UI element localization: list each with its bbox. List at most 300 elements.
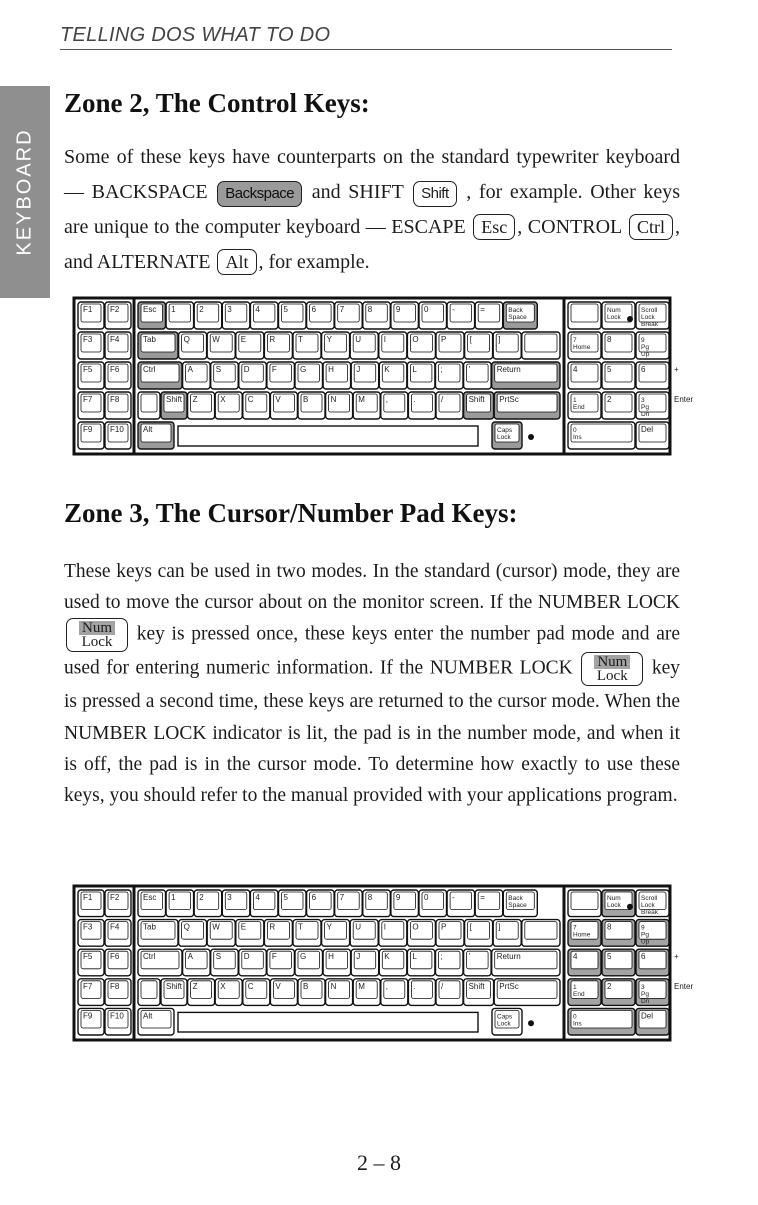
key-label: Ctrl xyxy=(143,365,156,374)
numpad-key xyxy=(568,302,601,329)
zone3-text-3: key is pressed a second time, these keys are returned to the cursor mode. When the NUMBER LOCK indicator is lit, the pad is in the number mode, and when it is off, the pad is in the cursor mode. To determine how exactly to use these keys, you should refer to the manual provided with your applications program. xyxy=(64,657,680,807)
key-label: 3 xyxy=(227,305,232,314)
key-label: Lock xyxy=(607,902,621,909)
key-label: - xyxy=(452,893,455,902)
key-label: 1 xyxy=(171,305,176,314)
zone3-heading: Zone 3, The Cursor/Number Pad Keys: xyxy=(64,498,518,528)
key-label: F8 xyxy=(110,981,120,991)
main-key xyxy=(138,890,166,917)
main-key xyxy=(211,362,239,389)
key-face xyxy=(525,922,557,940)
fn-key xyxy=(105,332,131,359)
main-key xyxy=(323,949,351,976)
key-label: / xyxy=(441,981,444,991)
scroll-lock-key xyxy=(636,890,669,917)
key-label: I xyxy=(383,335,387,344)
main-key xyxy=(447,890,475,917)
main-key xyxy=(464,949,492,976)
key-label: Ins xyxy=(573,434,582,441)
main-key xyxy=(335,302,363,329)
num-lock-key xyxy=(602,890,635,917)
key-label: 0 xyxy=(573,427,577,434)
key-label: Y xyxy=(326,335,332,344)
main-key xyxy=(503,890,537,917)
main-key xyxy=(436,332,464,359)
esc-keycap: Esc xyxy=(473,214,515,240)
numpad-key xyxy=(602,362,635,389)
key-face xyxy=(571,892,598,910)
key-label: 7 xyxy=(339,305,345,314)
del-key xyxy=(636,1008,669,1035)
key-label: PrtSc xyxy=(499,981,519,991)
key-label: X xyxy=(220,981,226,991)
main-key xyxy=(243,979,270,1006)
fn-key xyxy=(105,979,131,1006)
main-key xyxy=(239,362,266,389)
main-key xyxy=(264,332,292,359)
alt-key xyxy=(138,1008,174,1035)
key-label: F xyxy=(271,952,277,962)
main-key xyxy=(391,302,419,329)
key-label: . xyxy=(413,395,416,404)
key-label: 8 xyxy=(607,922,612,932)
key-label: 6 xyxy=(311,893,317,902)
main-key xyxy=(138,392,160,419)
key-label: 4 xyxy=(255,305,260,314)
key-label: Q xyxy=(183,922,190,932)
key-label: , xyxy=(385,981,389,991)
key-label: 0 xyxy=(573,1013,577,1021)
main-key xyxy=(222,302,250,329)
key-label: [ xyxy=(469,922,472,932)
key-label: F xyxy=(271,365,277,374)
key-label: 5 xyxy=(607,952,612,962)
main-key xyxy=(138,949,182,976)
shift-keycap: Shift xyxy=(413,181,457,207)
key-label: Break xyxy=(641,909,658,916)
main-key xyxy=(353,979,380,1006)
main-key xyxy=(407,332,435,359)
key-label: ' xyxy=(468,952,471,962)
key-label: 1 xyxy=(171,893,176,902)
key-label: W xyxy=(212,335,220,344)
main-key xyxy=(161,979,187,1006)
key-label: 0 xyxy=(424,893,429,902)
enter-key xyxy=(674,982,693,991)
key-label: + xyxy=(674,952,679,962)
main-key xyxy=(494,392,560,419)
main-key xyxy=(447,302,475,329)
key-label: Esc xyxy=(143,305,157,314)
key-label: 2 xyxy=(607,395,612,404)
main-key xyxy=(436,949,464,976)
key-label: Back xyxy=(508,307,523,314)
key-label: F4 xyxy=(110,335,120,344)
numpad-key xyxy=(568,362,601,389)
key-label: 2 xyxy=(199,893,204,902)
key-label: Lock xyxy=(497,434,511,441)
key-label: F9 xyxy=(83,425,93,434)
main-key xyxy=(188,979,215,1006)
key-label: Esc xyxy=(143,893,157,902)
fn-key xyxy=(105,422,131,449)
numpad-key xyxy=(636,920,669,947)
key-label: Space xyxy=(508,314,527,321)
section-side-tab xyxy=(0,86,50,298)
key-face xyxy=(525,334,557,352)
main-key xyxy=(464,392,494,419)
main-key xyxy=(270,979,297,1006)
main-key xyxy=(215,979,242,1006)
main-key xyxy=(522,920,560,947)
key-label: Dn xyxy=(641,411,650,418)
key-label: 7 xyxy=(339,893,345,902)
main-key xyxy=(379,949,407,976)
backspace-keycap: Backspace xyxy=(217,181,302,207)
main-key xyxy=(293,920,321,947)
main-key xyxy=(436,362,464,389)
num-label: Num xyxy=(79,621,115,635)
main-key xyxy=(295,362,323,389)
main-key xyxy=(381,392,408,419)
main-key xyxy=(298,392,325,419)
main-key xyxy=(267,949,295,976)
key-label: F10 xyxy=(110,425,124,434)
fn-key xyxy=(78,332,104,359)
key-label: Y xyxy=(326,922,332,932)
numpad-key xyxy=(568,890,601,917)
key-label: T xyxy=(298,922,303,932)
key-label: C xyxy=(247,395,254,404)
key-label: Scroll xyxy=(641,895,658,902)
fn-key xyxy=(105,1008,131,1035)
key-label: ; xyxy=(440,952,443,962)
fn-key xyxy=(78,890,104,917)
caps-lock-key xyxy=(492,422,522,449)
key-label: H xyxy=(328,365,334,374)
fn-key xyxy=(78,949,104,976)
key-label: Scroll xyxy=(641,307,658,314)
num-lock-keycap xyxy=(581,652,643,686)
key-label: 6 xyxy=(641,365,646,374)
fn-key xyxy=(105,392,131,419)
keyboard-diagram-zone2 xyxy=(72,296,694,456)
key-label: F1 xyxy=(83,305,93,314)
key-label: Up xyxy=(641,938,650,946)
numpad-key xyxy=(602,332,635,359)
main-key xyxy=(207,920,235,947)
key-label: W xyxy=(212,922,220,932)
key-label: Del xyxy=(641,1011,654,1021)
main-key xyxy=(322,332,350,359)
key-label: R xyxy=(269,335,276,344)
main-key xyxy=(194,302,222,329)
key-label: 6 xyxy=(311,305,317,314)
key-label: M xyxy=(358,981,365,991)
alt-key xyxy=(138,422,174,449)
zone3-paragraph xyxy=(64,556,680,811)
key-label: 8 xyxy=(607,335,612,344)
main-key xyxy=(475,302,503,329)
key-label: Shift xyxy=(468,395,485,404)
main-key xyxy=(381,979,408,1006)
main-key xyxy=(207,332,235,359)
key-label: Num xyxy=(607,895,621,902)
key-label: F7 xyxy=(83,981,93,991)
lock-label: Lock xyxy=(596,668,628,685)
key-label: Home xyxy=(573,931,591,939)
numpad-key xyxy=(636,332,669,359)
ins-key xyxy=(568,1008,635,1035)
key-label: D xyxy=(243,952,250,962)
fn-key xyxy=(78,392,104,419)
zone3-text-1: These keys can be used in two modes. In the standard (cursor) mode, they are used to move the cursor about on the monitor screen. If the NUMBER LOCK xyxy=(64,561,680,614)
key-label: S xyxy=(215,952,222,962)
numpad-key xyxy=(568,332,601,359)
key-label: Ctrl xyxy=(143,952,156,962)
main-key xyxy=(183,362,211,389)
key-label: J xyxy=(356,952,361,962)
key-label: N xyxy=(330,981,337,991)
key-label: 3 xyxy=(641,983,645,991)
key-label: F3 xyxy=(83,922,93,932)
main-key xyxy=(475,890,503,917)
main-key xyxy=(322,920,350,947)
key-label: F3 xyxy=(83,335,93,344)
key-label: Space xyxy=(508,902,527,909)
key-label: U xyxy=(355,335,361,344)
num-lock-key xyxy=(602,302,635,329)
main-key xyxy=(503,302,537,329)
main-key xyxy=(326,392,353,419)
key-label: 2 xyxy=(199,305,204,314)
key-label: Q xyxy=(183,335,190,344)
main-key xyxy=(391,890,419,917)
enter-key xyxy=(674,395,693,404)
main-key xyxy=(279,302,307,329)
numpad-key xyxy=(636,362,669,389)
key-label: Lock xyxy=(641,902,655,909)
key-label: B xyxy=(303,981,309,991)
main-key xyxy=(353,392,380,419)
key-label: Enter xyxy=(674,981,694,991)
zone2-paragraph xyxy=(64,140,680,280)
main-key xyxy=(492,949,560,976)
key-label: Del xyxy=(641,425,654,434)
key-label: 8 xyxy=(367,305,373,314)
key-label: S xyxy=(215,365,222,374)
key-label: U xyxy=(355,922,361,932)
numpad-key xyxy=(602,979,635,1006)
key-label: Lock xyxy=(641,314,655,321)
key-label: Lock xyxy=(607,314,621,321)
main-key xyxy=(436,392,463,419)
key-label: M xyxy=(358,395,365,404)
key-label: F4 xyxy=(110,922,120,932)
numpad-key xyxy=(636,392,669,419)
key-label: 8 xyxy=(367,893,373,902)
key-face xyxy=(141,981,157,999)
key-label: F5 xyxy=(83,365,93,374)
main-key xyxy=(351,949,379,976)
space-bar xyxy=(178,426,478,446)
main-key xyxy=(166,890,194,917)
key-label: O xyxy=(412,922,419,932)
key-label: Tab xyxy=(143,335,156,344)
main-key xyxy=(250,302,278,329)
key-label: J xyxy=(356,365,361,374)
fn-key xyxy=(105,302,131,329)
key-label: X xyxy=(220,395,226,404)
numpad-key xyxy=(636,979,669,1006)
main-key xyxy=(350,332,378,359)
key-label: 9 xyxy=(395,305,401,314)
main-key xyxy=(436,920,464,947)
main-key xyxy=(188,392,215,419)
key-label: Return xyxy=(496,952,521,962)
scroll-lock-key xyxy=(636,302,669,329)
zone3-text-2: key is pressed once, these keys enter the number pad mode and are used for entering numeric information. If the NUMBER LOCK xyxy=(64,623,681,679)
main-key xyxy=(464,979,494,1006)
main-key xyxy=(215,392,242,419)
main-key xyxy=(407,949,435,976)
key-label: ] xyxy=(498,922,501,932)
key-label: L xyxy=(412,952,417,962)
main-key xyxy=(279,890,307,917)
key-label: F7 xyxy=(83,395,93,404)
key-label: 3 xyxy=(227,893,232,902)
key-label: [ xyxy=(469,335,472,344)
numpad-key xyxy=(602,392,635,419)
caps-lock-key xyxy=(492,1008,522,1035)
main-key xyxy=(236,332,264,359)
key-label: Z xyxy=(192,395,198,404)
main-key xyxy=(522,332,560,359)
main-key xyxy=(293,332,321,359)
main-key xyxy=(211,949,239,976)
key-label: Pg xyxy=(641,990,649,998)
fn-key xyxy=(105,949,131,976)
key-label: Pg xyxy=(641,931,649,939)
running-head: TELLING DOS WHAT TO DO xyxy=(60,24,672,50)
fn-key xyxy=(105,890,131,917)
ins-key xyxy=(568,422,635,449)
main-key xyxy=(267,362,295,389)
key-label: PrtSc xyxy=(499,395,519,404)
main-key xyxy=(236,920,264,947)
fn-key xyxy=(78,979,104,1006)
key-label: Lock xyxy=(497,1020,511,1028)
main-key xyxy=(194,890,222,917)
num-lock-keycap xyxy=(66,618,128,652)
key-label: Shift xyxy=(166,395,183,404)
fn-key xyxy=(105,362,131,389)
key-label: G xyxy=(300,952,307,962)
main-key xyxy=(270,392,297,419)
key-label: K xyxy=(384,952,390,962)
num-label: Num xyxy=(594,655,630,669)
key-label: Up xyxy=(641,351,650,358)
main-key xyxy=(407,920,435,947)
numpad-key xyxy=(568,920,601,947)
key-label: I xyxy=(383,922,387,932)
key-label: G xyxy=(300,365,307,374)
zone2-text-4: , CONTROL xyxy=(517,216,622,238)
main-key xyxy=(379,920,407,947)
key-label: 3 xyxy=(641,397,645,404)
main-key xyxy=(408,979,435,1006)
numpad-key xyxy=(602,949,635,976)
key-label: 5 xyxy=(283,305,288,314)
zone2-text-1: Some of these keys have counterparts on the standard typewriter keyboard — BACKSPACE xyxy=(64,146,680,203)
space-bar xyxy=(178,1012,478,1032)
key-label: L xyxy=(412,365,417,374)
key-label: , xyxy=(385,395,389,404)
key-label: 6 xyxy=(641,952,646,962)
side-tab-label: KEYBOARD xyxy=(13,128,36,256)
main-key xyxy=(183,949,211,976)
key-label: Dn xyxy=(641,997,650,1005)
key-label: 4 xyxy=(255,893,260,902)
key-label: Alt xyxy=(143,425,153,434)
key-label: F6 xyxy=(110,365,120,374)
key-label: A xyxy=(187,365,193,374)
alt-keycap: Alt xyxy=(217,249,256,275)
key-label: Z xyxy=(192,981,198,991)
key-label: F10 xyxy=(110,1011,124,1021)
key-label: / xyxy=(441,395,444,404)
main-key xyxy=(436,979,463,1006)
key-label: End xyxy=(573,990,585,998)
main-key xyxy=(407,362,435,389)
key-label: 5 xyxy=(607,365,612,374)
key-label: F8 xyxy=(110,395,120,404)
caps-indicator xyxy=(528,434,534,440)
main-key xyxy=(363,302,391,329)
fn-key xyxy=(78,1008,104,1035)
key-face xyxy=(571,304,598,322)
main-key xyxy=(307,302,335,329)
del-key xyxy=(636,422,669,449)
main-key xyxy=(264,920,292,947)
key-label: F2 xyxy=(110,305,120,314)
main-key xyxy=(239,949,266,976)
key-label: Ins xyxy=(573,1020,582,1028)
main-key xyxy=(465,332,493,359)
fn-key xyxy=(78,422,104,449)
key-label: Home xyxy=(573,344,591,351)
numpad-key xyxy=(568,392,601,419)
plus-key xyxy=(674,365,679,374)
numpad-key xyxy=(568,979,601,1006)
num-indicator xyxy=(627,316,633,322)
numpad-key xyxy=(602,920,635,947)
main-key xyxy=(138,332,178,359)
key-label: 1 xyxy=(573,397,577,404)
main-key xyxy=(179,332,207,359)
fn-key xyxy=(78,920,104,947)
main-key xyxy=(295,949,323,976)
key-label: . xyxy=(413,981,416,991)
main-key xyxy=(326,979,353,1006)
key-label: ] xyxy=(498,335,501,344)
main-key xyxy=(408,392,435,419)
key-label: Pg xyxy=(641,344,649,351)
main-key xyxy=(298,979,325,1006)
main-key xyxy=(379,332,407,359)
main-key xyxy=(419,890,447,917)
main-key xyxy=(493,332,521,359)
